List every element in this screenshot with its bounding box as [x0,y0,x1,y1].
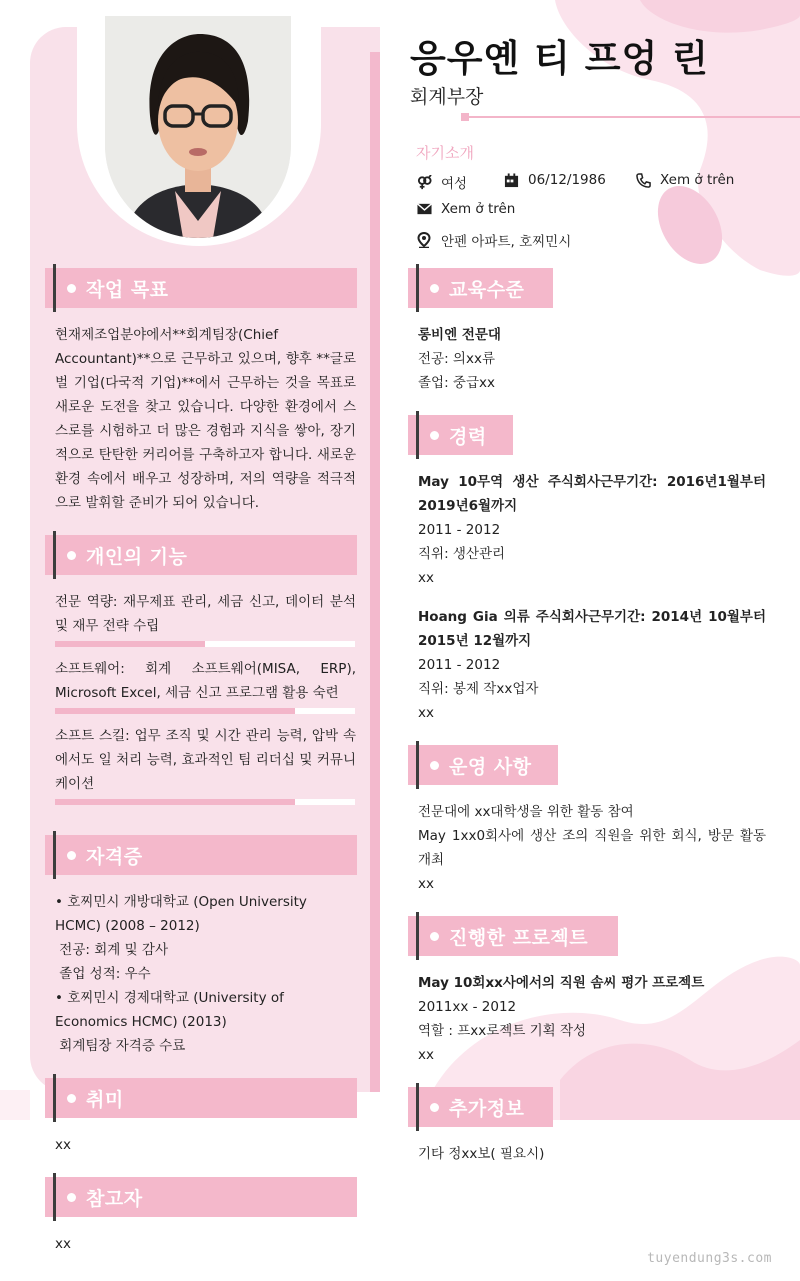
contact-address [416,230,571,250]
education-major: 전공: 의xx류 [418,351,495,367]
skill-level-bar [55,641,355,647]
section-title: 참고자 [86,1187,143,1210]
section-certificates-header [45,835,357,875]
activity-line: 전문대에 xx대학생을 위한 활동 참여 [418,804,634,820]
section-experience-header [408,415,513,455]
education-block [418,323,768,395]
contact-gender [416,172,467,192]
bullet-icon [67,1193,76,1202]
watermark: tuyendung3s.com [647,1251,772,1266]
job-heading: Hoang Gia 의류 주식회사근무기간: 2014년 10월부터 2015년 12월까지 [418,609,766,649]
mail-icon [416,201,432,217]
contact-phone [635,172,734,188]
education-grade: 졸업: 중급xx [418,375,495,391]
bullet-icon [430,431,439,440]
project-period: 2011xx - 2012 [418,999,517,1015]
section-activities-header [408,745,558,785]
certificate-line: 전공: 회계 및 감사 [55,942,169,958]
certificate-line: 회계팀장 자격증 수료 [55,1038,186,1054]
section-title: 작업 목표 [86,278,169,301]
contact-birthdate [503,172,606,188]
candidate-role: 회계부장 [410,86,484,108]
job-entry [418,470,766,590]
project-heading: May 10회xx사에서의 직원 솜씨 평가 프로젝트 [418,975,705,991]
candidate-name: 응우옌 티 프엉 린 [410,37,709,80]
project-entry [418,971,766,1067]
extra-text: 기타 정xx보( 필요시) [418,1146,545,1162]
email-value: Xem ở trên [441,201,516,217]
references-text: xx [55,1236,71,1252]
section-hobbies-header [45,1078,357,1118]
gender-icon [416,174,432,190]
skill-item: 소프트 스킬: 업무 조직 및 시간 관리 능력, 압박 속에서도 일 처리 능력, 효과적인 팀 리더십 및 커뮤니케이션 [55,728,356,792]
activities-list [418,800,766,896]
job-position: 직위: 봉제 작xx업자 [418,681,539,697]
section-projects-header [408,916,618,956]
bullet-icon [67,851,76,860]
section-title: 진행한 프로젝트 [449,926,589,949]
phone-value: Xem ở trên [660,172,735,188]
job-period: 2011 - 2012 [418,522,501,538]
skill-level-fill [55,708,295,714]
section-title: 개인의 기능 [86,545,188,568]
contact-email [416,201,515,217]
school-name: 롱비엔 전문대 [418,327,501,343]
project-role: 역할 : 프xx로젝트 기획 작성 [418,1023,587,1039]
calendar-icon [503,172,519,188]
certificate-list [55,890,357,1058]
location-icon [416,232,432,248]
section-title: 취미 [86,1088,124,1111]
bullet-icon [430,761,439,770]
section-extra-header [408,1087,553,1127]
bullet-icon [67,551,76,560]
profile-photo [105,16,291,238]
sidebar-edge-stripe [370,52,380,1092]
section-title: 자격증 [86,845,143,868]
skill-item: 전문 역량: 재무제표 관리, 세금 신고, 데이터 분석 및 재무 전략 수립 [55,594,356,634]
job-note: xx [418,570,434,586]
job-note: xx [418,705,434,721]
intro-heading: 자기소개 [416,144,474,162]
activity-line: xx [418,876,434,892]
section-title: 추가정보 [449,1097,525,1120]
skill-level-bar [55,708,355,714]
section-title: 운영 사항 [449,755,532,778]
bullet-icon [430,932,439,941]
job-heading: May 10무역 생산 주식회사근무기간: 2016년1월부터 2019년6월까지 [418,474,766,514]
section-skills-header [45,535,357,575]
birthdate-value: 06/12/1986 [528,172,606,188]
hobbies-text: xx [55,1137,71,1153]
certificate-line: 졸업 성적: 우수 [55,966,151,982]
bullet-icon [430,284,439,293]
skill-level-fill [55,799,295,805]
divider-line [465,116,800,118]
job-entry [418,605,766,725]
bullet-icon [430,1103,439,1112]
certificate-line: • 호찌민시 개방대학교 (Open University HCMC) (2008 – 2012) [55,894,307,934]
certificate-line: • 호찌민시 경제대학교 (University of Economics HCMC) (2013) [55,990,284,1030]
job-period: 2011 - 2012 [418,657,501,673]
section-education-header [408,268,553,308]
project-note: xx [418,1047,434,1063]
activity-line: May 1xx0회사에 생산 조의 직원을 위한 회식, 방문 활동 개최 [418,828,766,868]
skill-item: 소프트웨어: 회계 소프트웨어(MISA, ERP), Microsoft Excel, 세금 신고 프로그램 활용 숙련 [55,661,356,701]
address-value: 안펜 아파트, 호찌민시 [441,234,572,250]
objective-text: 현재제조업분야에서**회계팀장(Chief Accountant)**으로 근무하고 있으며, 향후 **글로벌 기업(다국적 기업)**에서 근무하는 것을 목표로 새로운 도전을 찾고 있습니다. 다양한 환경에서 스스로를 시험하고 더 많은 경험과 지식을 쌓아, 장기적으로 탄탄한 커리어를 구축하고자 합니다. 새로운 환경 속에서 배우고 성장하며, 저의 역량을 적극적으로 발휘할 준비가 되어 있습니다. [55,327,356,511]
bullet-icon [67,1094,76,1103]
section-title: 경력 [449,425,487,448]
section-references-header [45,1177,357,1217]
skill-level-fill [55,641,205,647]
section-title: 교육수준 [449,278,525,301]
section-objective-header [45,268,357,308]
phone-icon [635,172,651,188]
bullet-icon [67,284,76,293]
gender-value: 여성 [441,176,468,192]
skill-level-bar [55,799,355,805]
job-position: 직위: 생산관리 [418,546,506,562]
